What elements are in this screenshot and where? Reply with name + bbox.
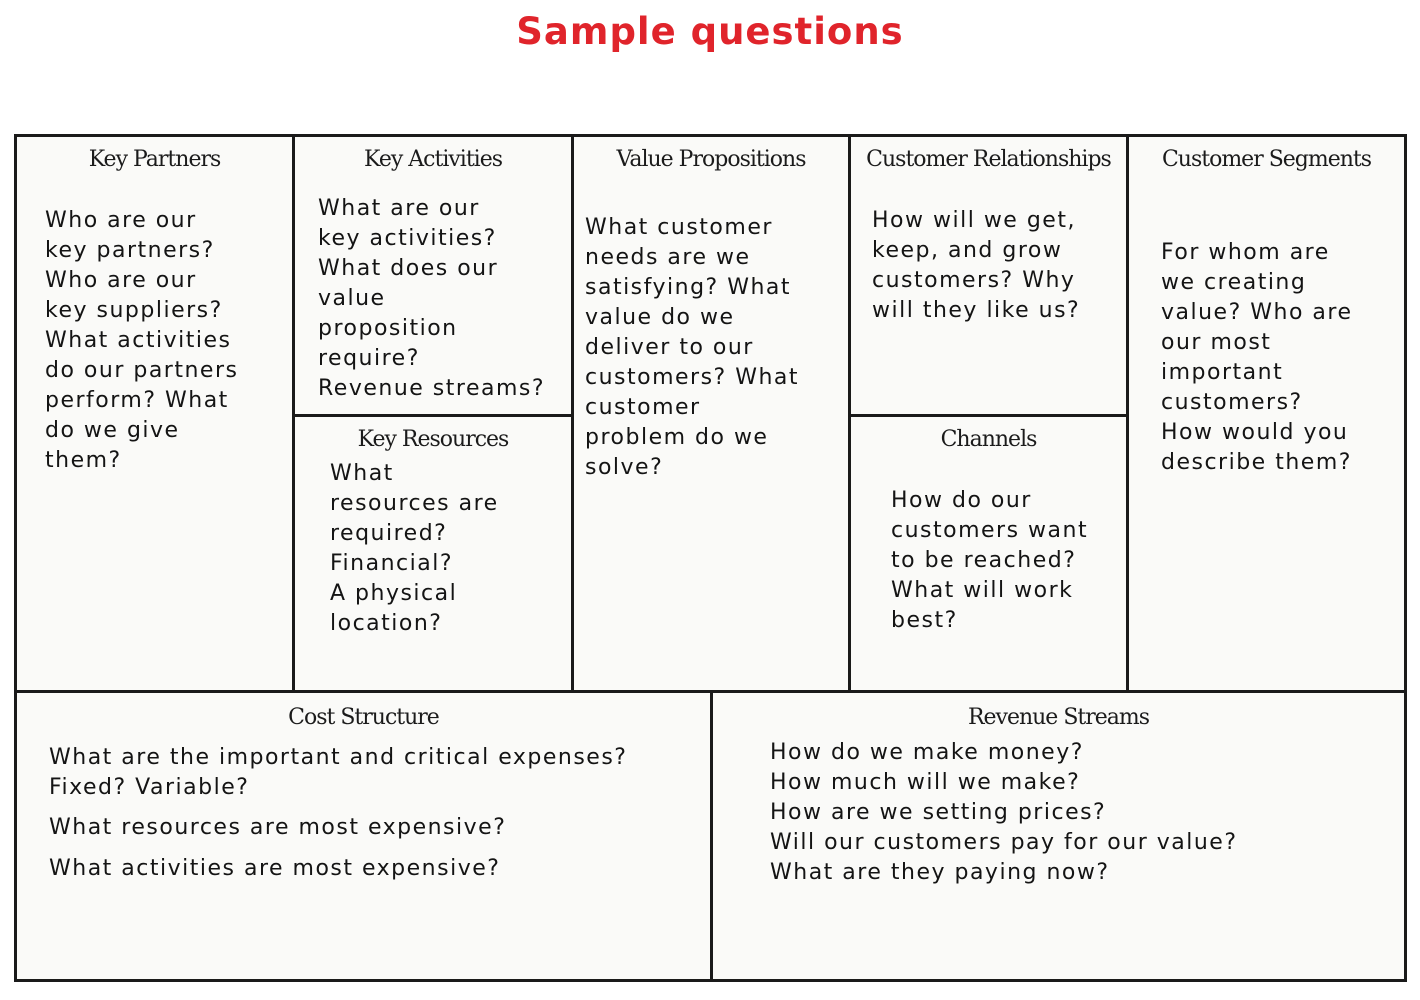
channels-block: [848, 414, 1129, 693]
key-partners-text: Who are our key partners? Who are our key suppliers? What activities do our partners perform? What do we give them?: [45, 208, 239, 473]
cost-structure-text-expenses: What are the important and critical expenses? Fixed? Variable?: [49, 745, 628, 800]
cost-structure-text-activities: What activities are most expensive?: [49, 856, 501, 881]
revenue-streams-title: Revenue Streams: [967, 705, 1150, 730]
cost-structure-block: [14, 690, 713, 982]
key-activities-block: [292, 134, 574, 417]
customer-relationships-block: [848, 134, 1129, 417]
customer-segments-title: Customer Segments: [1161, 147, 1372, 172]
key-partners-title: Key Partners: [88, 147, 221, 172]
customer-segments-block: [1126, 134, 1407, 693]
channels-title: Channels: [940, 427, 1037, 452]
cost-structure-title: Cost Structure: [288, 705, 439, 730]
value-propositions-block: [571, 134, 851, 693]
customer-relationships-text: How will we get, keep, and grow customers? Why will they like us?: [872, 208, 1081, 323]
key-resources-title: Key Resources: [357, 427, 509, 452]
revenue-streams-block: [710, 690, 1407, 982]
value-propositions-text: What customer needs are we satisfying? What value do we deliver to our customers? What customer problem do we solve?: [585, 215, 800, 480]
key-activities-title: Key Activities: [363, 147, 503, 172]
key-partners-block: [14, 134, 295, 693]
key-resources-block: [292, 414, 574, 693]
customer-segments-text: For whom are we creating value? Who are our most important customers? How would you describe them?: [1161, 240, 1353, 475]
page-title: Sample questions: [516, 10, 904, 53]
cost-structure-text-resources: What resources are most expensive?: [49, 815, 507, 840]
channels-text: How do our customers want to be reached? What will work best?: [891, 488, 1089, 633]
key-activities-text: What are our key activities? What does our value proposition require? Revenue streams?: [318, 196, 546, 401]
revenue-streams-text: How do we make money? How much will we make? How are we setting prices? Will our customers pay for our value? What are they paying now?: [770, 740, 1238, 885]
key-resources-text: What resources are required? Financial? A physical location?: [330, 461, 499, 636]
customer-relationships-title: Customer Relationships: [866, 147, 1111, 172]
value-propositions-title: Value Propositions: [616, 147, 806, 172]
